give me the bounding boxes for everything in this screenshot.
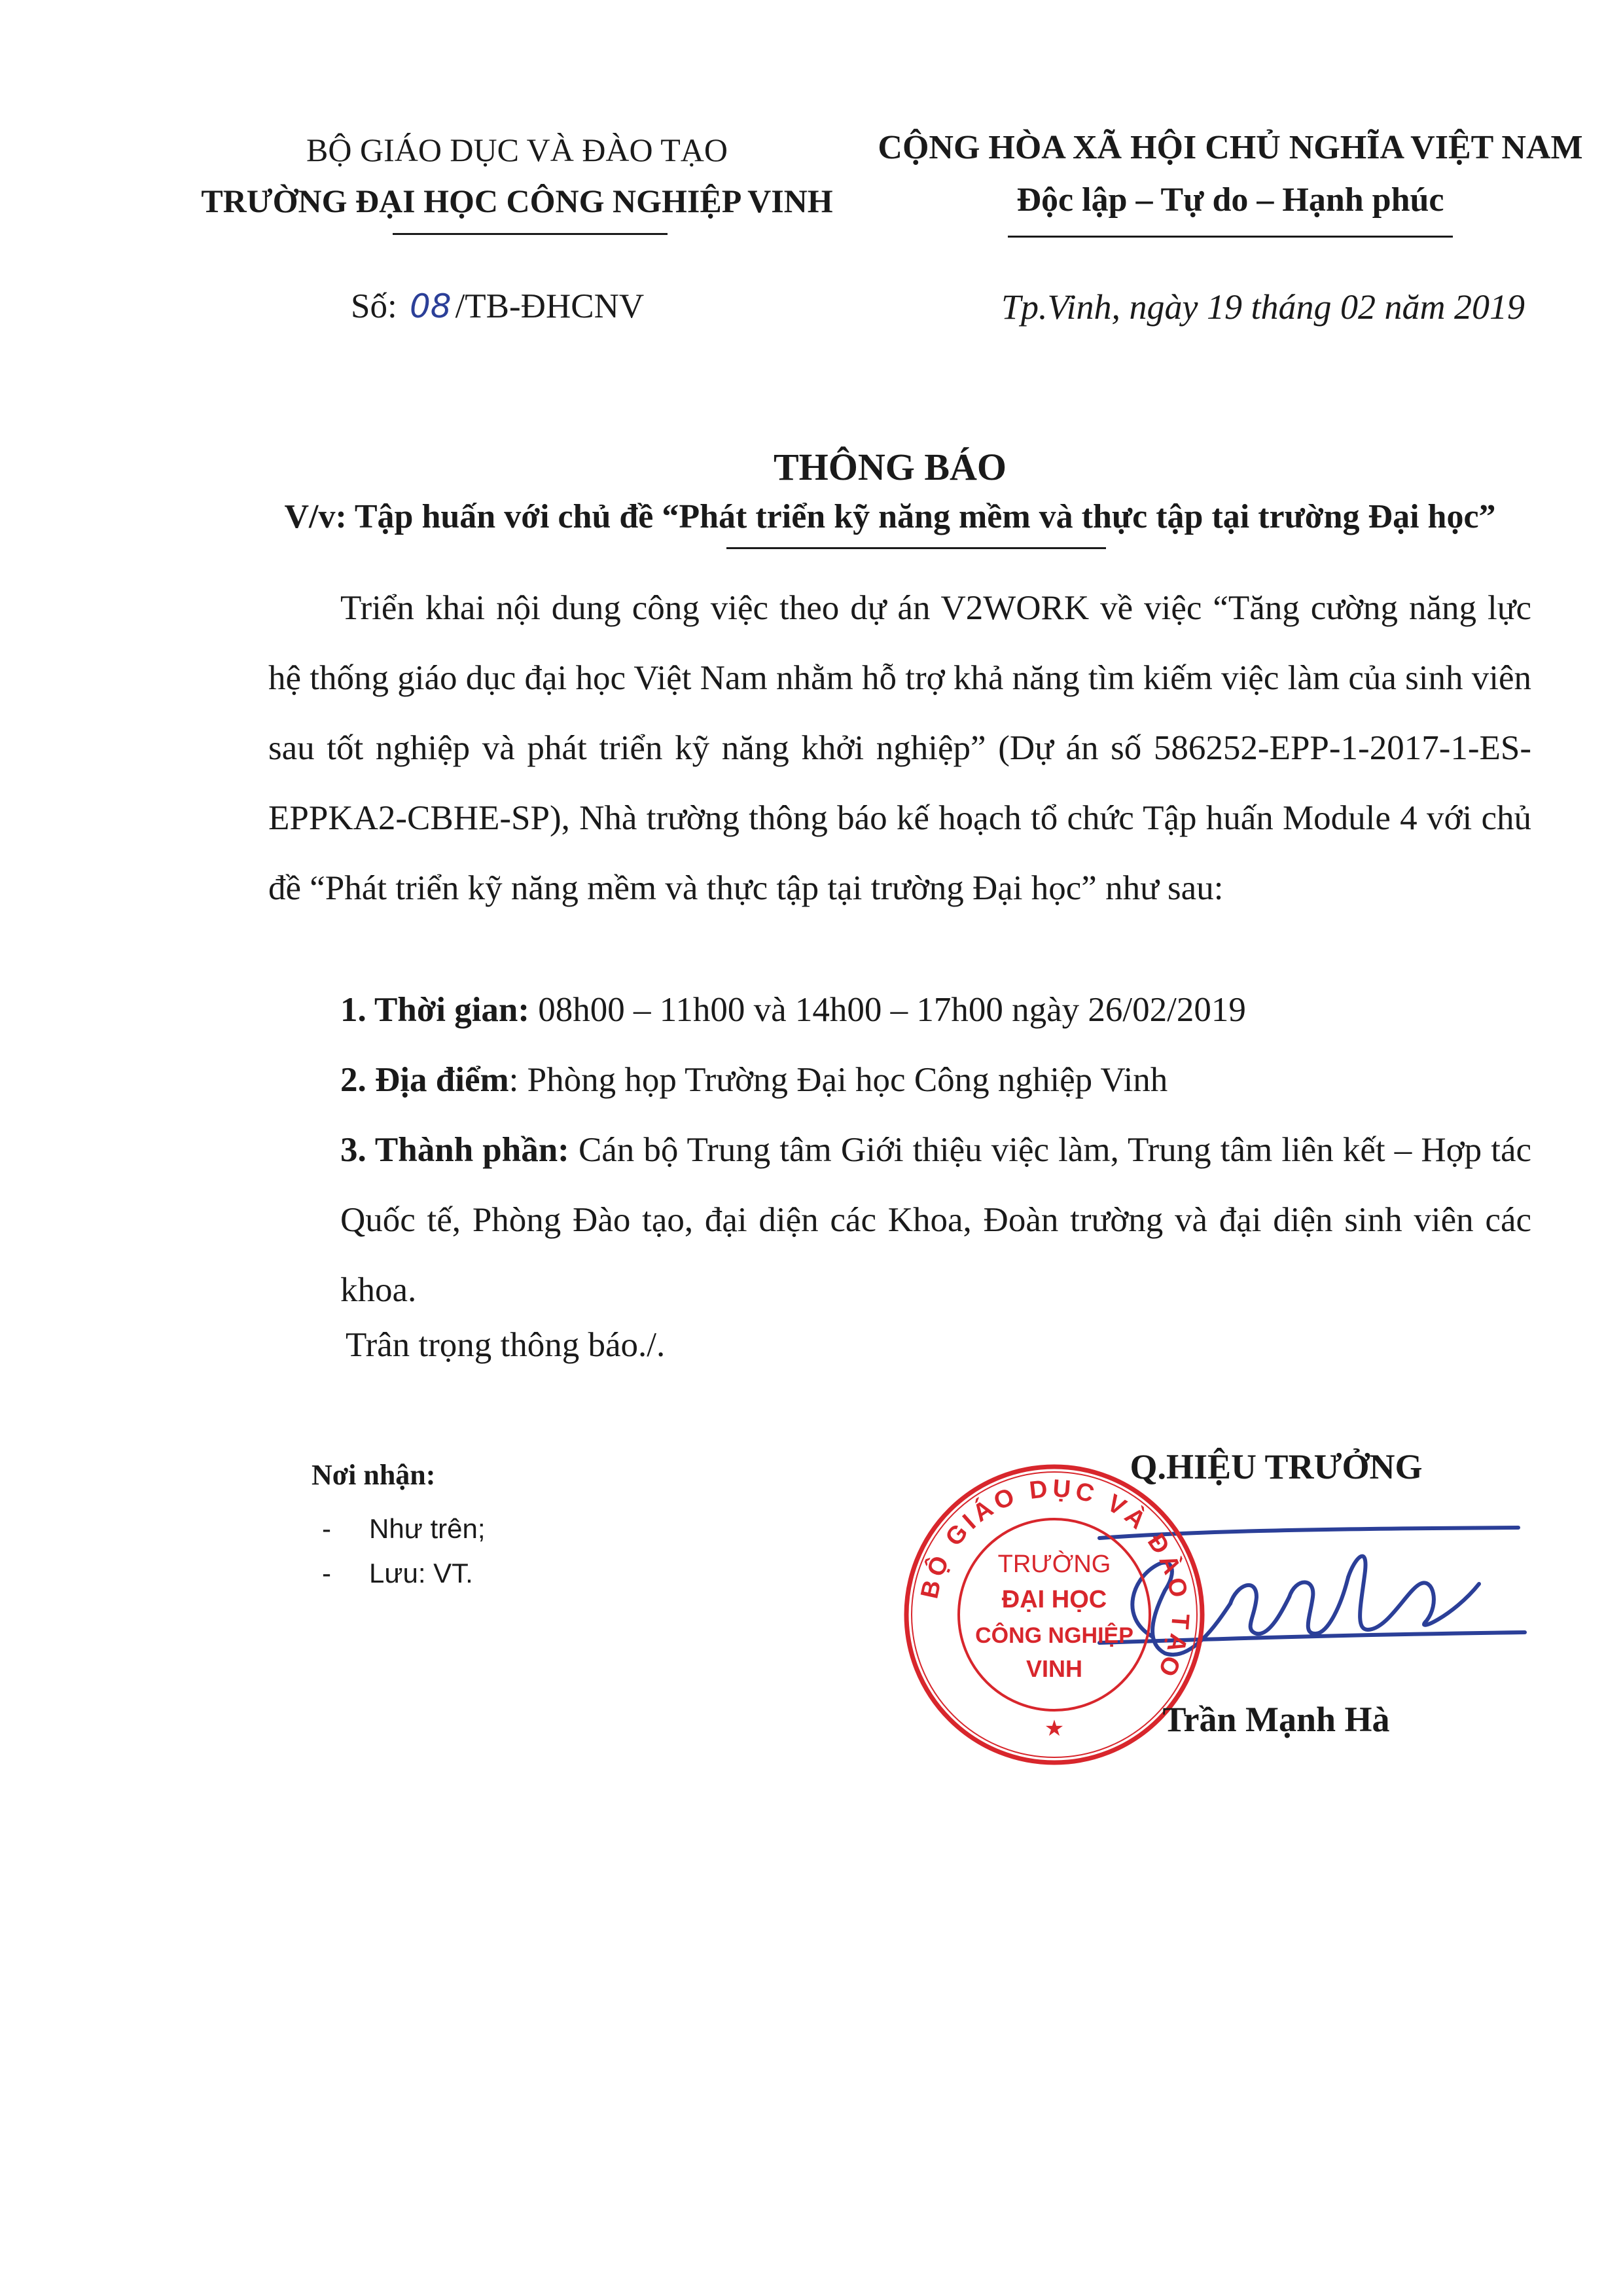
document-subject: V/v: Tập huấn với chủ đề “Phát triển kỹ năng mềm và thực tập tại trường Đại học”: [284, 498, 1496, 535]
list-item-participants: [340, 1115, 1531, 1325]
university-name: TRƯỜNG ĐẠI HỌC CÔNG NGHIỆP VINH: [201, 183, 833, 219]
list-item-location: [340, 1045, 1531, 1115]
document-title: THÔNG BÁO: [773, 446, 1007, 488]
document-number: [351, 287, 644, 326]
list-item-text: Cán bộ Trung tâm Giới thiệu việc làm, Trung tâm liên kết – Hợp tác Quốc tế, Phòng Đào tạo, đại diện các Khoa, Đoàn trường và đại diện sinh viên các khoa.: [340, 1131, 1531, 1309]
seal-line-3: CÔNG NGHIỆP: [975, 1623, 1133, 1648]
list-item-text: 08h00 – 11h00 và 14h00 – 17h00 ngày 26/02/2019: [529, 991, 1246, 1029]
recipients-label: Nơi nhận:: [312, 1459, 436, 1491]
recipient-text: Lưu: VT.: [369, 1558, 473, 1588]
list-item-time: [340, 975, 1531, 1045]
seal-line-2: ĐẠI HỌC: [1001, 1586, 1107, 1613]
list-item-label: 3. Thành phần:: [340, 1131, 569, 1169]
signer-name: Trần Mạnh Hà: [1162, 1700, 1390, 1739]
document-number-label: Số:: [351, 287, 397, 325]
subject-underline: [726, 547, 1106, 549]
header-left-underline: [393, 233, 668, 235]
header-right-underline: [1008, 236, 1453, 238]
ministry-name: BỘ GIÁO DỤC VÀ ĐÀO TẠO: [306, 132, 728, 168]
recipient-text: Như trên;: [369, 1513, 486, 1544]
recipient-item: [322, 1558, 473, 1589]
country-name: CỘNG HÒA XÃ HỘI CHỦ NGHĨA VIỆT NAM: [878, 129, 1583, 166]
seal-star: ★: [1044, 1716, 1065, 1741]
document-date: Tp.Vinh, ngày 19 tháng 02 năm 2019: [1001, 287, 1525, 327]
body-paragraph: Triển khai nội dung công việc theo dự án V2WORK về việc “Tăng cường năng lực hệ thống giáo dục đại học Việt Nam nhằm hỗ trợ khả năng tìm kiếm việc làm của sinh viên sau tốt nghiệp và phát triển kỹ năng khởi nghiệp” (Dự án số 586252-EPP-1-2017-1-ES-EPPKA2-CBHE-SP), Nhà trường thông báo kế hoạch tổ chức Tập huấn Module 4 với chủ đề “Phát triển kỹ năng mềm và thực tập tại trường Đại học” như sau:: [268, 589, 1531, 907]
document-number-handwritten: 08: [409, 287, 452, 325]
document-number-code: /TB-ĐHCNV: [455, 287, 645, 325]
list-item-text: : Phòng họp Trường Đại học Công nghiệp Vinh: [508, 1061, 1168, 1099]
seal-line-4: VINH: [1026, 1655, 1083, 1682]
recipient-dash: -: [322, 1558, 331, 1588]
recipient-dash: -: [322, 1513, 331, 1544]
seal-line-1: TRƯỜNG: [997, 1551, 1111, 1578]
closing-line: Trân trọng thông báo./.: [346, 1326, 666, 1364]
list-item-label: 1. Thời gian:: [340, 991, 530, 1029]
seal-outer-text: BỘ GIÁO DỤC VÀ ĐÀO TẠO: [916, 1475, 1194, 1684]
national-motto: Độc lập – Tự do – Hạnh phúc: [1016, 181, 1444, 219]
recipient-item: [322, 1513, 486, 1545]
list-item-label: 2. Địa điểm: [340, 1061, 509, 1099]
signer-title: Q.HIỆU TRƯỞNG: [1130, 1447, 1423, 1486]
